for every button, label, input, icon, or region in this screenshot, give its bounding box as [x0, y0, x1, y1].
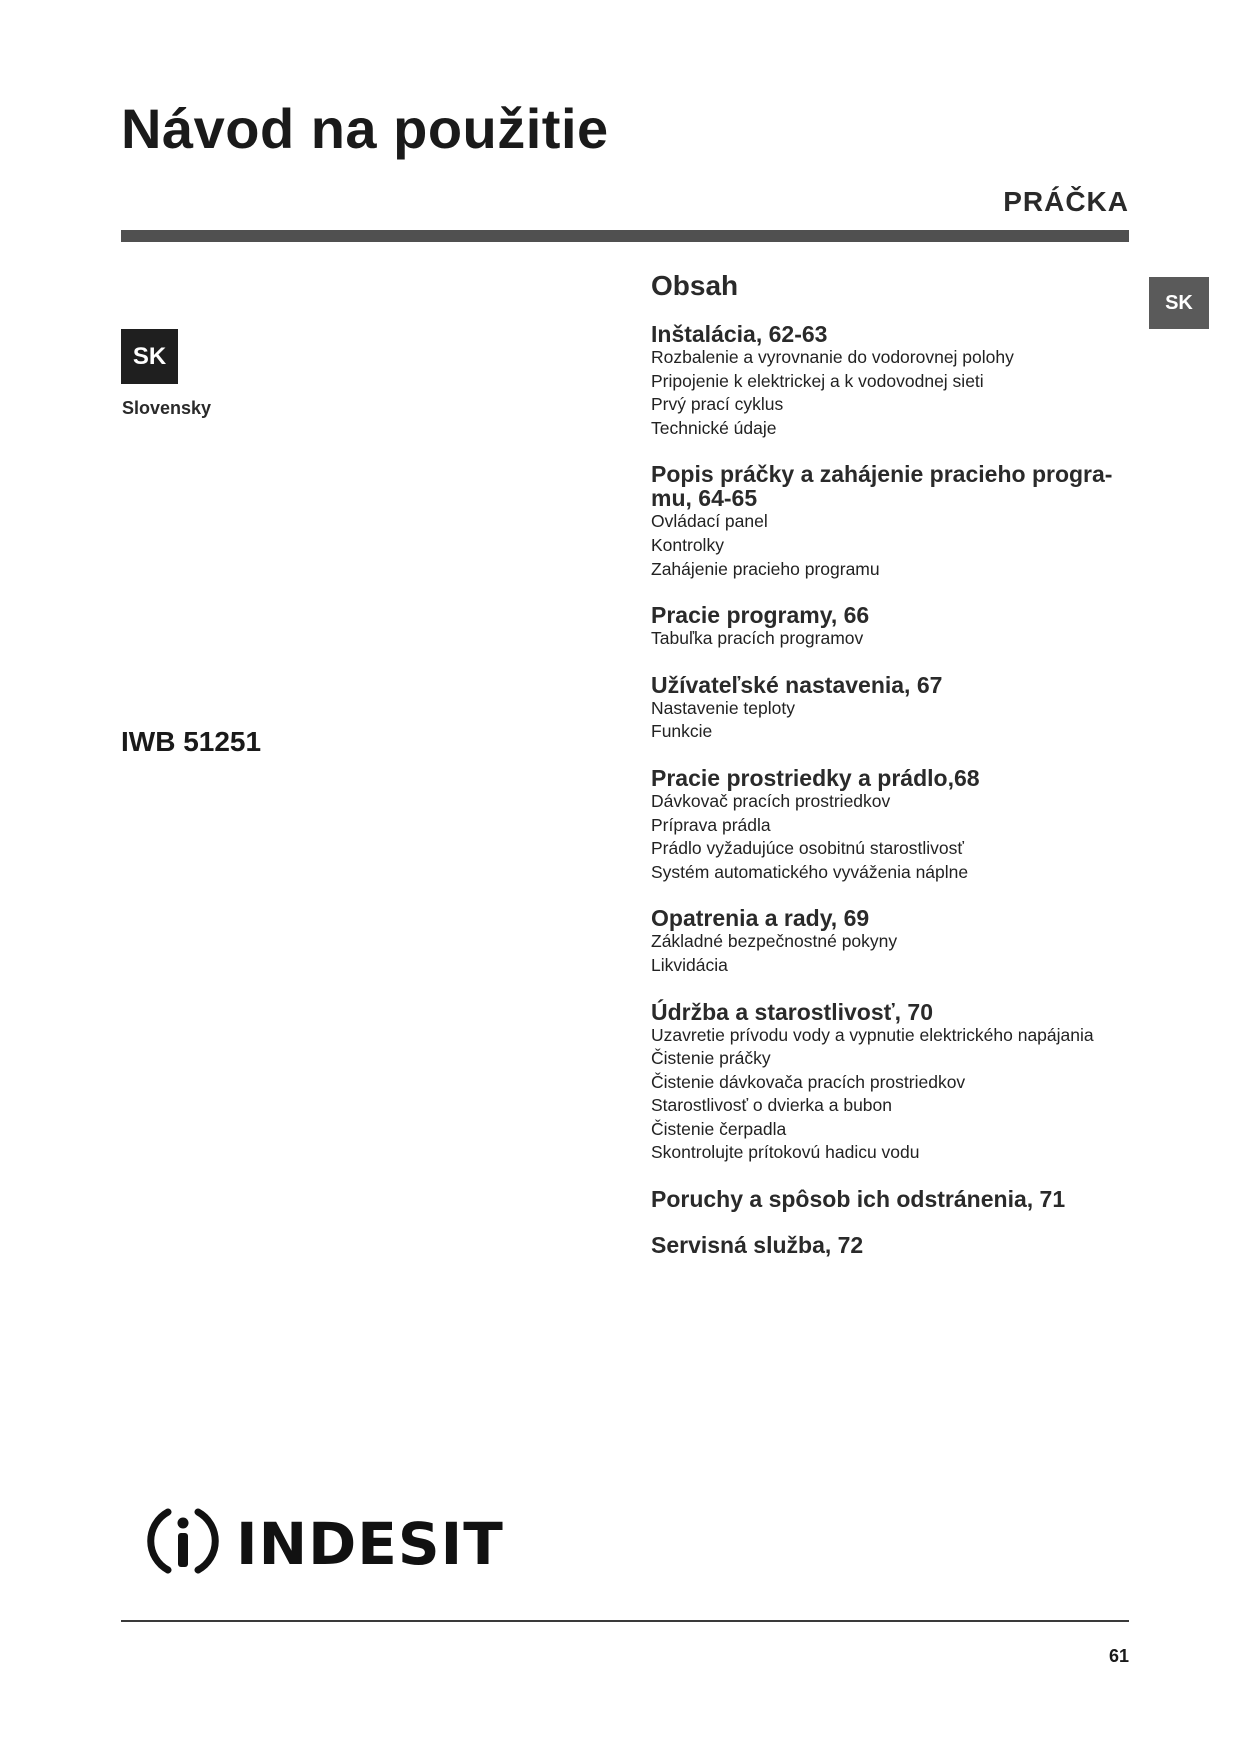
- toc-section-title: Pracie programy, 66: [651, 602, 870, 629]
- toc-item: Skontrolujte prítokovú hadicu vodu: [651, 1142, 920, 1163]
- toc-item: Čistenie práčky: [651, 1048, 771, 1069]
- toc-item: Systém automatického vyváženia náplne: [651, 861, 969, 882]
- toc-item: Uzavretie prívodu vody a vypnutie elektrického napájania: [651, 1024, 1094, 1045]
- product-subtitle: PRÁČKA: [1003, 186, 1129, 217]
- toc-item: Tabuľka pracích programov: [651, 628, 864, 649]
- language-name: Slovensky: [122, 398, 212, 418]
- toc-section-service: [651, 1233, 1131, 1257]
- toc-item: Zahájenie pracieho programu: [651, 558, 880, 579]
- toc-section-title: Popis práčky a zahájenie pracieho progra-: [651, 461, 1113, 488]
- toc-section-precautions: [651, 906, 1131, 977]
- brand-logo: [144, 1502, 504, 1585]
- toc-item: Rozbalenie a vyrovnanie do vodorovnej polohy: [651, 347, 1014, 367]
- toc-item: Likvidácia: [651, 954, 728, 975]
- table-of-contents: [651, 270, 1131, 1279]
- toc-item: Pripojenie k elektrickej a k vodovodnej sieti: [651, 370, 984, 391]
- toc-section-title: Opatrenia a rady, 69: [651, 905, 870, 932]
- toc-heading: Obsah: [651, 270, 739, 301]
- toc-item: Základné bezpečnostné pokyny: [651, 931, 898, 952]
- footer-divider: [121, 1620, 1129, 1622]
- toc-item: Ovládací panel: [651, 511, 768, 532]
- toc-item: Kontrolky: [651, 534, 724, 555]
- toc-section-title: Poruchy a spôsob ich odstránenia, 71: [651, 1186, 1066, 1213]
- toc-section-maintenance: [651, 1000, 1131, 1166]
- toc-section-title-continued: mu, 64-65: [651, 485, 758, 512]
- toc-section-troubleshooting: [651, 1187, 1131, 1211]
- toc-item: Prádlo vyžadujúce osobitnú starostlivosť: [651, 838, 964, 859]
- brand-wordmark: INDESIT: [236, 1509, 504, 1578]
- toc-section-title: Pracie prostriedky a prádlo,68: [651, 764, 980, 791]
- toc-section-description: [651, 462, 1131, 581]
- toc-item: Dávkovač pracích prostriedkov: [651, 790, 891, 811]
- toc-section-title: Inštalácia, 62-63: [651, 321, 828, 347]
- toc-item: Technické údaje: [651, 417, 777, 438]
- language-code-badge: SK: [121, 329, 178, 384]
- toc-section-installation: [651, 322, 1131, 440]
- toc-section-user-settings: [651, 673, 1131, 744]
- header-divider: [121, 230, 1129, 242]
- toc-item: Prvý prací cyklus: [651, 394, 784, 415]
- indesit-logo-icon: [144, 1502, 222, 1585]
- toc-section-title: Servisná služba, 72: [651, 1232, 864, 1259]
- page-title: Návod na použitie: [121, 97, 609, 160]
- toc-item: Príprava prádla: [651, 814, 771, 835]
- toc-section-programs: [651, 603, 1131, 651]
- toc-item: Čistenie čerpadla: [651, 1118, 787, 1139]
- toc-item: Starostlivosť o dvierka a bubon: [651, 1095, 893, 1116]
- toc-section-title: Údržba a starostlivosť, 70: [651, 998, 934, 1025]
- page-number: 61: [1108, 1646, 1129, 1666]
- toc-item: Čistenie dávkovača pracích prostriedkov: [651, 1071, 966, 1092]
- toc-item: Funkcie: [651, 721, 713, 742]
- toc-section-detergents: [651, 766, 1131, 884]
- model-number: IWB 51251: [121, 726, 262, 757]
- toc-section-title: Užívateľské nastavenia, 67: [651, 671, 943, 698]
- toc-item: Nastavenie teploty: [651, 697, 795, 718]
- side-language-tab: SK: [1149, 277, 1209, 329]
